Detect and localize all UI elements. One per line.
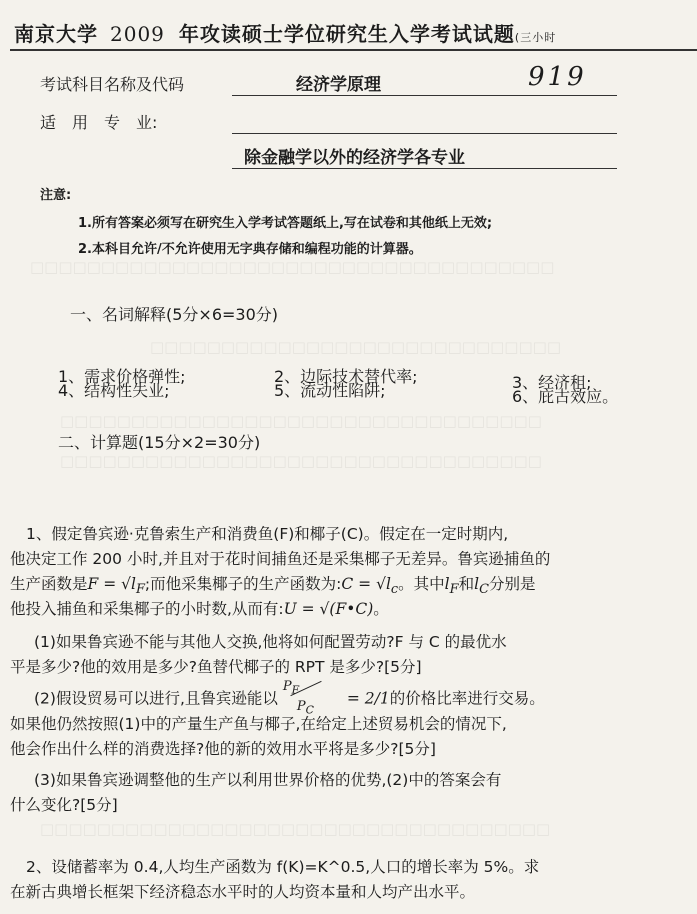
term-item: 6、庇古效应。 <box>512 387 619 406</box>
fish-production-function: F = √l <box>87 575 136 593</box>
major-underline <box>232 133 617 134</box>
show-through-text: □□□□□□□□□□□□□□□□□□□□□□□□□□□□□□□□□□□□ <box>40 820 551 838</box>
exam-title <box>14 18 556 47</box>
question-1-line: 他投入捕鱼和采集椰子的小时数,从而有:U = √(F•C)。 <box>10 600 389 618</box>
term-item: 2、边际技术替代率; <box>274 367 418 386</box>
exam-duration: (三小时 <box>514 31 557 44</box>
subject-underline <box>232 95 617 96</box>
question-1-part-2: 他会作出什么样的消费选择?他的新的效用水平将是多少?[5分] <box>10 740 436 758</box>
question-1-part-1: (1)如果鲁宾逊不能与其他人交换,他将如何配置劳动?F 与 C 的最优水 <box>34 633 507 651</box>
question-1-part-1: 平是多少?他的效用是多少?鱼替代椰子的 RPT 是多少?[5分] <box>10 658 422 676</box>
exam-title-text: 年攻读硕士学位研究生入学考试试题 <box>178 22 515 46</box>
utility-function: U = √(F•C) <box>283 600 374 618</box>
price-ratio-value: = 2/1 <box>346 689 390 708</box>
subject-value: 经济学原理 <box>296 75 381 95</box>
exam-year: 2009 <box>110 22 165 46</box>
question-1-line-formula: 生产函数是$F = √l_F$;而他采集椰子的生产函数为:C = $√l_c$。其中$l_F$和$l_C$分别是 <box>10 575 536 598</box>
question-1-part-2: 如果他仍然按照(1)中的产量生产鱼与椰子,在给定上述贸易机会的情况下, <box>10 715 507 733</box>
show-through-text: □□□□□□□□□□□□□□□□□□□□□□□□□□□□□ <box>150 338 561 356</box>
question-1-part-2: (2)假设贸易可以进行,且鲁宾逊能以 $P_F$ $P_C$ = 2/1的价格比率进行交易。 <box>34 679 545 717</box>
show-through-text: □□□□□□□□□□□□□□□□□□□□□□□□□□□□□□□□□□ <box>60 452 542 470</box>
term-item: 5、流动性陷阱; <box>274 381 386 400</box>
price-ratio-fraction: $P_F$ $P_C$ <box>283 684 347 714</box>
major-underline-2 <box>232 168 617 169</box>
term-item: 1、需求价格弹性; <box>58 367 186 386</box>
term-item: 3、经济租; <box>512 373 592 392</box>
show-through-text: □□□□□□□□□□□□□□□□□□□□□□□□□□□□□□□□□□ <box>60 412 542 430</box>
major-label: 适 用 专 业: <box>40 113 158 132</box>
question-1-part-3: (3)如果鲁宾逊调整他的生产以利用世界价格的优势,(2)中的答案会有 <box>34 771 502 789</box>
major-value: 除金融学以外的经济学各专业 <box>244 148 465 168</box>
question-2-line: 在新古典增长框架下经济稳态水平时的人均资本量和人均产出水平。 <box>10 883 476 901</box>
header-rule <box>10 49 697 51</box>
show-through-text: □□□□□□□□□□□□□□□□□□□□□□□□□□□□□□□□□□□□□ <box>30 258 555 276</box>
subject-code: 919 <box>528 62 587 92</box>
notice-item: 1.所有答案必须写在研究生入学考试答题纸上,写在试卷和其他纸上无效; <box>78 216 493 231</box>
question-2-line: 2、设储蓄率为 0.4,人均生产函数为 f(K)=K^0.5,人口的增长率为 5%。求 <box>26 858 540 876</box>
notice-item: 2.本科目允许/不允许使用无字典存储和编程功能的计算器。 <box>78 242 422 257</box>
question-1-part-3: 什么变化?[5分] <box>10 796 118 814</box>
coconut-production-function: C = √l <box>341 575 391 593</box>
question-1-line: 1、假定鲁宾逊·克鲁索生产和消费鱼(F)和椰子(C)。假定在一定时期内, <box>26 525 509 543</box>
section-heading: 一、名词解释(5分×6=30分) <box>70 305 279 324</box>
question-1-line: 他决定工作 200 小时,并且对于花时间捕鱼还是采集椰子无差异。鲁宾逊捕鱼的 <box>10 550 551 568</box>
notice-heading: 注意: <box>40 188 72 203</box>
section-heading: 二、计算题(15分×2=30分) <box>58 433 261 452</box>
subject-label: 考试科目名称及代码 <box>40 75 185 94</box>
university-name: 南京大学 <box>14 22 98 46</box>
term-item: 4、结构性失业; <box>58 381 170 400</box>
